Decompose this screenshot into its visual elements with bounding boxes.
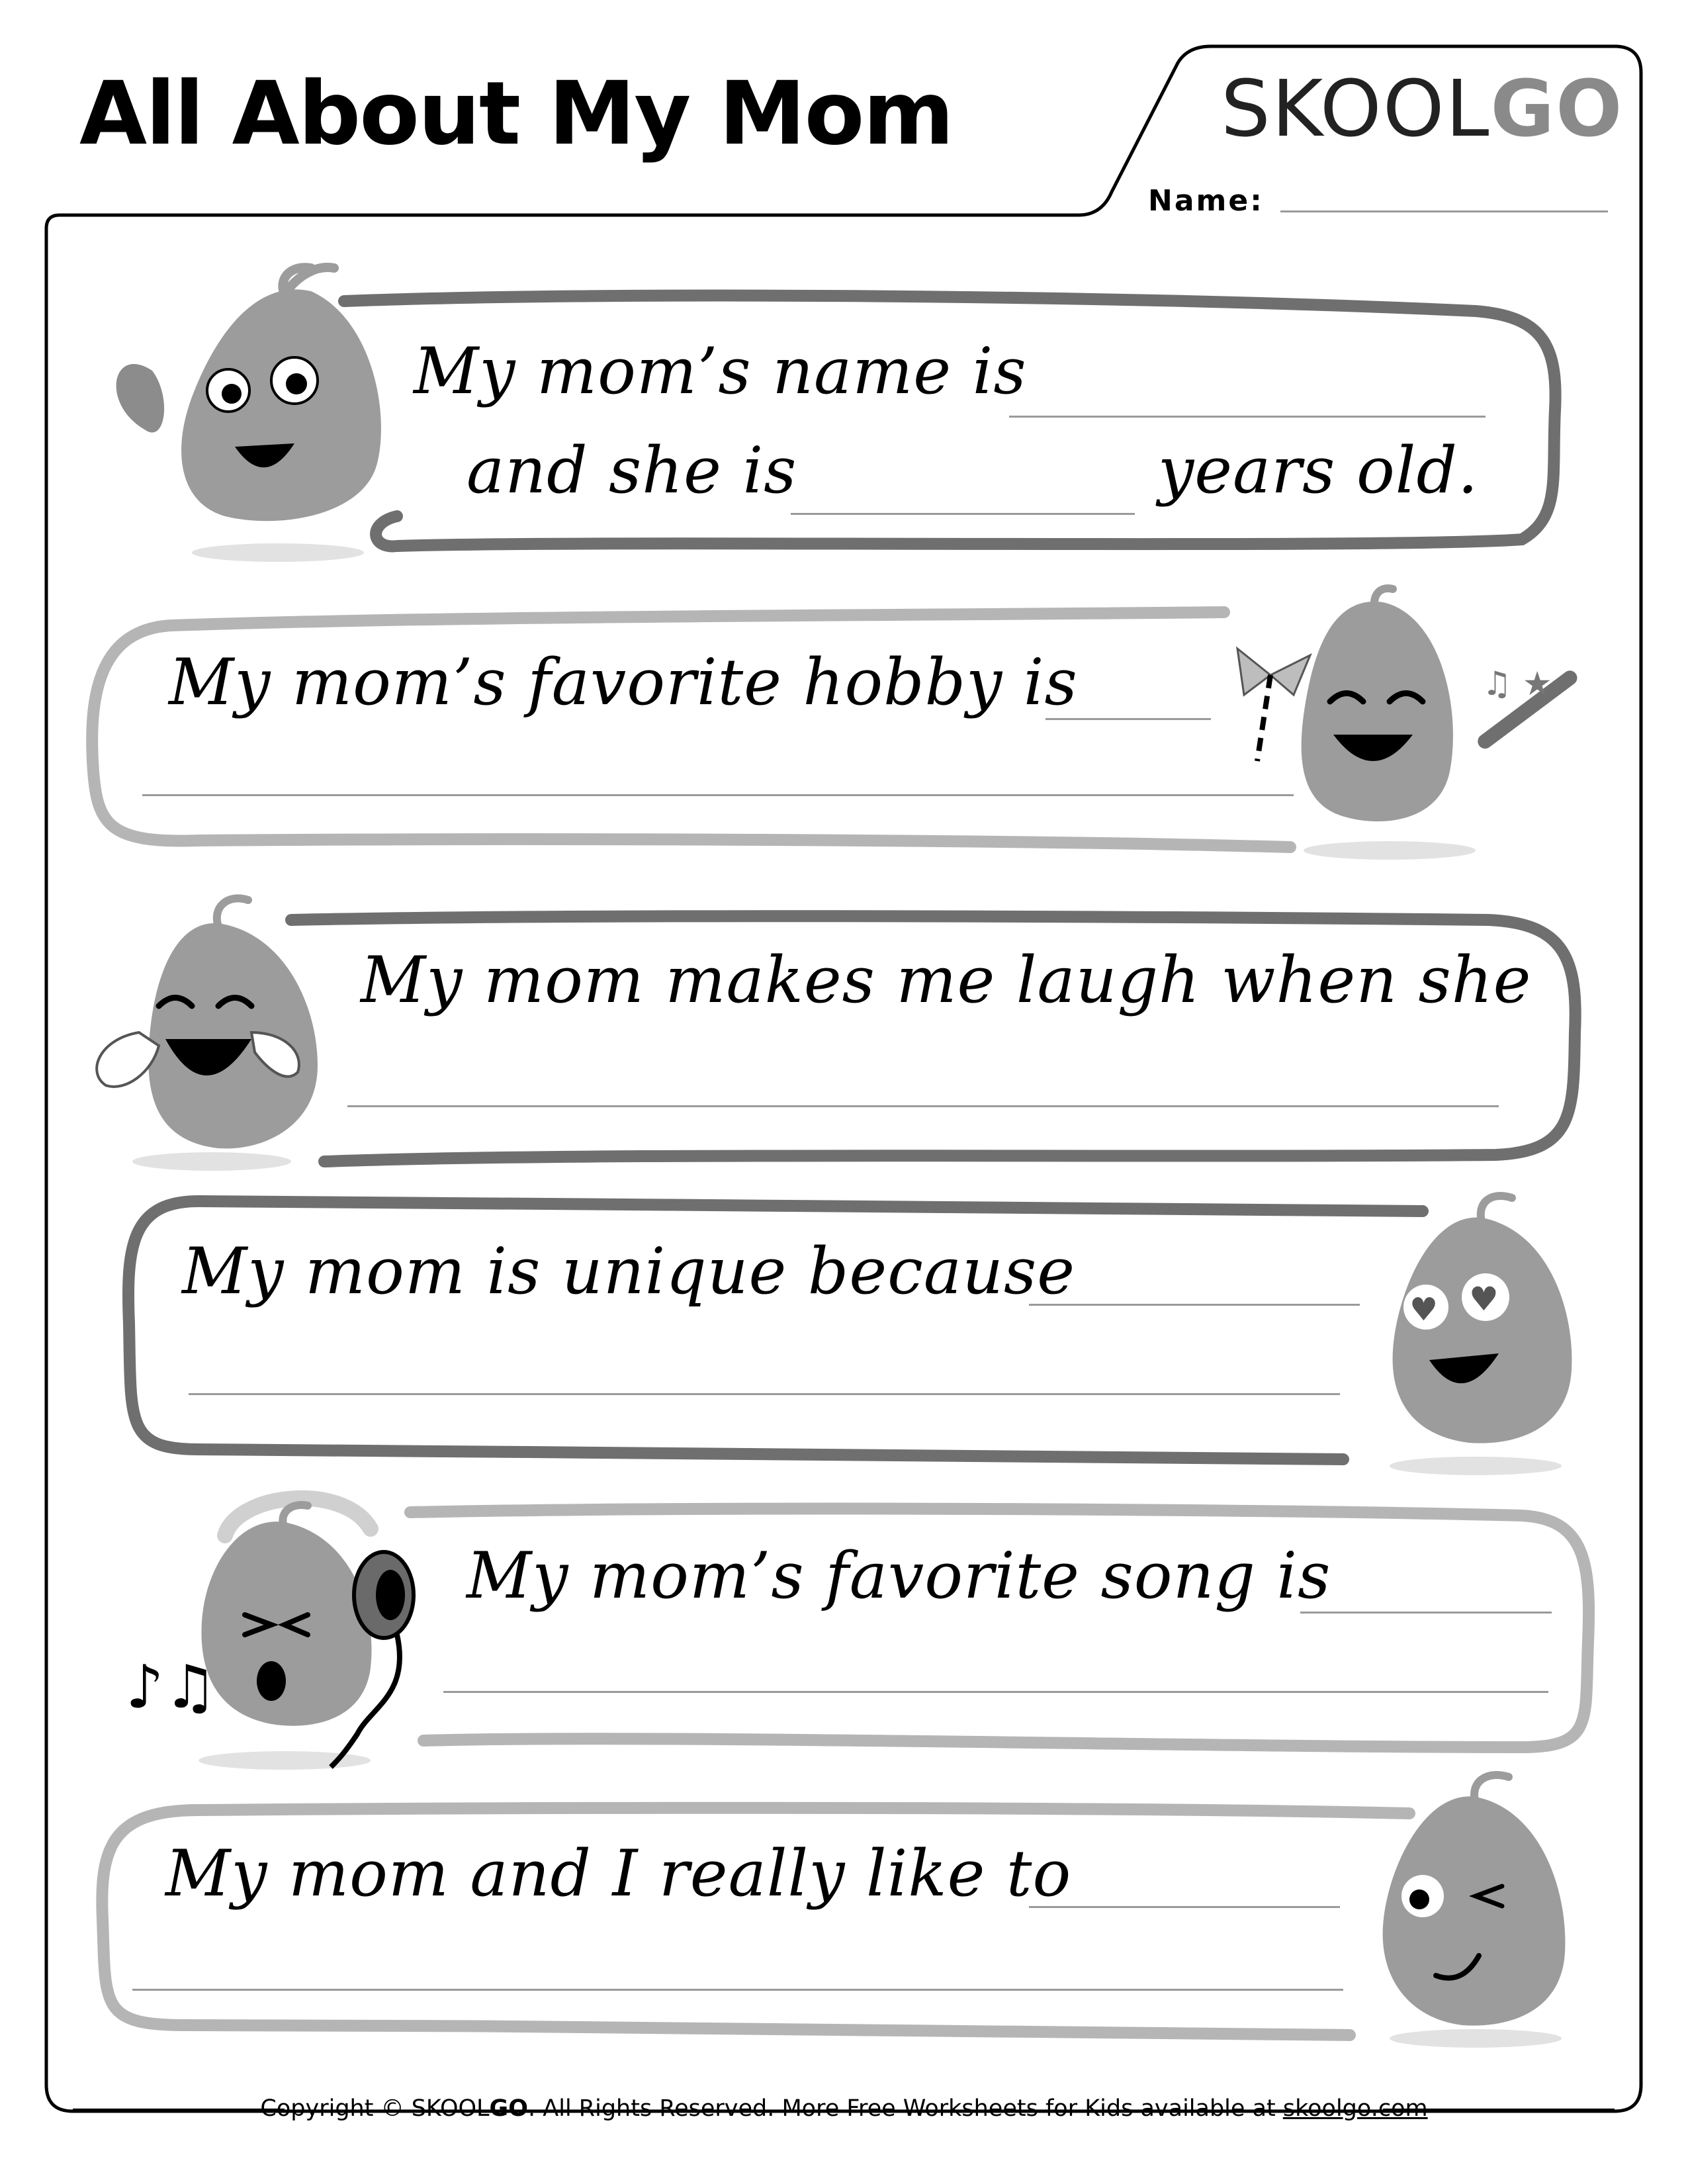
skoolgo-link[interactable]: skoolgo.com <box>1282 2095 1428 2122</box>
prompt-1-line-1: My mom’s name is <box>414 334 1027 408</box>
prompt-5-line-1: My mom’s favorite song is <box>466 1539 1331 1613</box>
prompt-1-line-2b: years old. <box>1158 433 1479 508</box>
page-title: All About My Mom <box>79 63 953 165</box>
svg-text:♫ ★: ♫ ★ <box>1482 664 1552 703</box>
prompt-2-line-1: My mom’s favorite hobby is <box>169 645 1078 719</box>
prompt-6-line-1: My mom and I really like to <box>165 1837 1072 1911</box>
skoolgo-logo: SKOOLGO <box>1221 63 1624 154</box>
svg-text:♥: ♥ <box>1409 1291 1439 1328</box>
svg-text:♥: ♥ <box>1469 1280 1499 1318</box>
name-label: Name: <box>1148 184 1264 218</box>
copyright-footer: Copyright © SKOOLGO. All Rights Reserved. More Free Worksheets for Kids available at skoolgo.com <box>260 2095 1428 2122</box>
prompt-4-line-1: My mom is unique because <box>182 1234 1076 1308</box>
prompt-3-line-1: My mom makes me laugh when she <box>361 943 1532 1017</box>
svg-text:♪♫: ♪♫ <box>126 1653 218 1722</box>
prompt-1-line-2a: and she is <box>466 433 797 508</box>
